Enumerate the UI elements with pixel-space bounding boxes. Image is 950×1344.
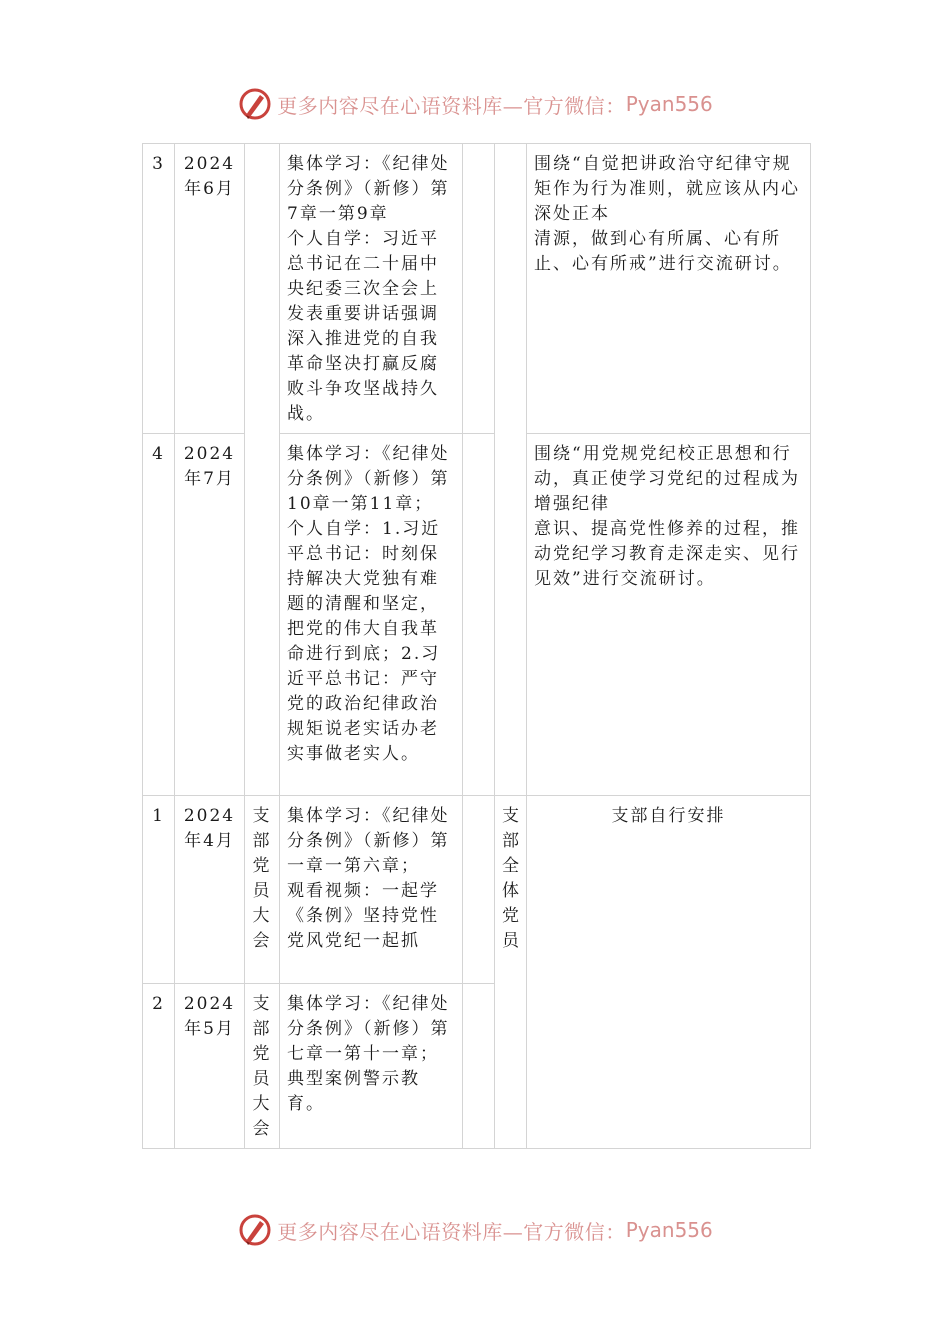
row-month: 2024年4月 [175,796,245,984]
row-empty-cell [463,144,495,434]
content-line: 集体学习：《纪律处分条例》（新修）第7章一第9章 [287,154,450,224]
row-number: 3 [143,144,175,434]
row-topic [527,434,811,796]
row-month: 2024年6月 [175,144,245,434]
topic-line: 清源，做到心有所属、心有所止、心有所戒”进行交流研讨。 [534,229,792,274]
content-line: 个人自学：习近平总书记在二十届中央纪委三次全会上发表重要讲话强调深入推进党的自我革命坚决打赢反腐败斗争攻坚战持久战。 [287,229,439,424]
row-content [280,984,463,1149]
table-row [143,144,811,434]
row-content [280,144,463,434]
row-empty-cell [463,984,495,1149]
content-line: 观看视频：一起学《条例》坚持党性党风党纪一起抓 [287,881,439,951]
row-people: 支部全体党员 [495,796,527,1149]
row-people [495,144,527,796]
row-topic [527,144,811,434]
row-number: 4 [143,434,175,796]
study-schedule-table [142,143,811,1149]
pen-logo-icon [237,1212,273,1248]
header-banner [0,82,950,126]
banner-wechat-id: Pyan556 [625,92,713,116]
table-row [143,796,811,984]
topic-line: 意识、提高党性修养的过程，推动党纪学习教育走深走实、见行见效”进行交流研讨。 [534,519,800,589]
footer-banner [0,1208,950,1252]
row-number: 1 [143,796,175,984]
banner-wechat-id: Pyan556 [625,1218,713,1242]
row-form: 支部党员大会 [245,984,280,1149]
row-form: 支部党员大会 [245,796,280,984]
row-month: 2024年7月 [175,434,245,796]
banner-text: 更多内容尽在心语资料库—官方微信： [277,93,626,118]
row-empty-cell [463,796,495,984]
content-line: 个人自学：1.习近平总书记：时刻保持解决大党独有难题的清醒和坚定，把党的伟大自我革命进行到底；2.习近平总书记：严守党的政治纪律政治规矩说老实话办老实事做老实人。 [287,519,441,764]
row-content [280,796,463,984]
banner-text: 更多内容尽在心语资料库—官方微信： [277,1219,626,1244]
content-line: 典型案例警示教育。 [287,1069,420,1114]
row-month: 2024年5月 [175,984,245,1149]
content-line: 集体学习：《纪律处分条例》（新修）第一章一第六章； [287,806,450,876]
content-line: 集体学习：《纪律处分条例》（新修）第10章一第11章； [287,444,450,514]
row-content [280,434,463,796]
row-topic: 支部自行安排 [527,796,811,1149]
pen-logo-icon [237,86,273,122]
content-line: 集体学习：《纪律处分条例》（新修）第七章一第十一章； [287,994,450,1064]
row-form [245,144,280,796]
topic-line: 围绕“用党规党纪校正思想和行动，真正使学习党纪的过程成为增强纪律 [534,444,800,514]
table-row [143,434,811,796]
topic-line: 围绕“自觉把讲政治守纪律守规矩作为行为准则，就应该从内心深处正本 [534,154,800,224]
row-empty-cell [463,434,495,796]
row-number: 2 [143,984,175,1149]
